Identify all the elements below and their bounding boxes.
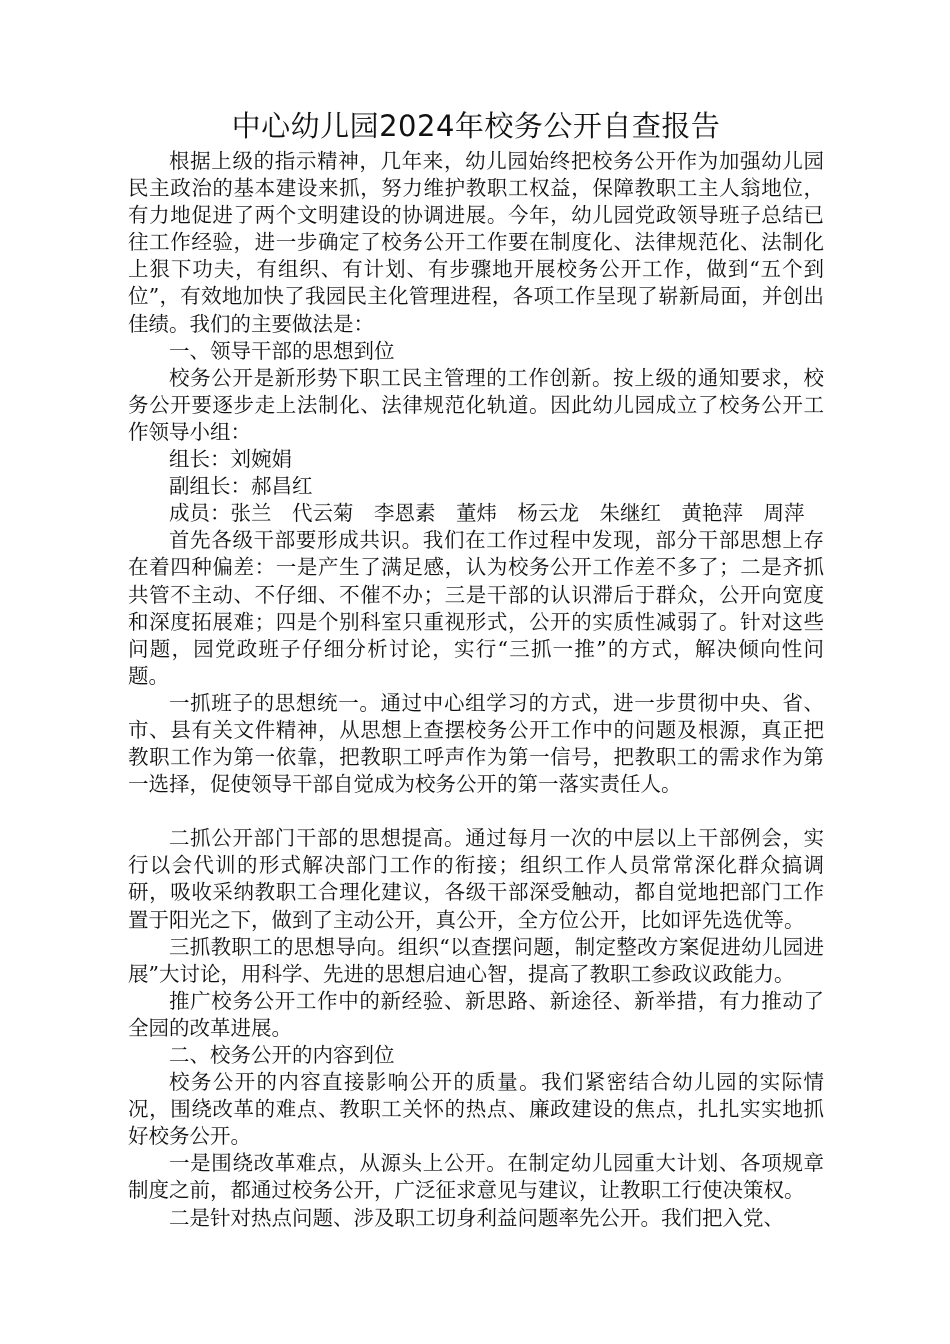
paragraph: 二是针对热点问题、涉及职工切身利益问题率先公开。我们把入党、	[169, 1205, 784, 1230]
leader-line: 组长：刘婉娟	[169, 447, 292, 472]
document-body	[128, 148, 824, 1232]
paragraph: 一是围绕改革难点，从源头上公开。在制定幼儿园重大计划、各项规章制度之前，都通过校务公开，广泛征求意见与建议，让教职工行使决策权。	[128, 1151, 824, 1203]
paragraph: 校务公开是新形势下职工民主管理的工作创新。按上级的通知要求，校务公开要逐步走上法制化、法律规范化轨道。因此幼儿园成立了校务公开工作领导小组：	[128, 365, 824, 444]
section-heading-2: 二、校务公开的内容到位	[169, 1043, 395, 1067]
paragraph: 校务公开的内容直接影响公开的质量。我们紧密结合幼儿园的实际情况，围绕改革的难点、教职工关怀的热点、廉政建设的焦点，扎扎实实地抓好校务公开。	[128, 1070, 824, 1149]
paragraph: 推广校务公开工作中的新经验、新思路、新途径、新举措，有力推动了全园的改革进展。	[128, 988, 824, 1040]
members-line: 成员：张兰 代云菊 李恩素 董炜 杨云龙 朱继红 黄艳萍 周萍	[169, 501, 805, 526]
paragraph: 一抓班子的思想统一。通过中心组学习的方式，进一步贯彻中央、省、市、县有关文件精神，从思想上查摆校务公开工作中的问题及根源，真正把教职工作为第一依靠，把教职工呼声作为第一信号，把教职工的需求作为第一选择，促使领导干部自觉成为校务公开的第一落实责任人。	[128, 690, 824, 797]
paragraph: 二抓公开部门干部的思想提高。通过每月一次的中层以上干部例会，实行以会代训的形式解决部门工作的衔接；组织工作人员常常深化群众搞调研，吸收采纳教职工合理化建议，各级干部深受触动，都自觉地把部门工作置于阳光之下，做到了主动公开，真公开，全方位公开，比如评先选优等。	[128, 826, 824, 932]
paragraph: 首先各级干部要形成共识。我们在工作过程中发现，部分干部思想上存在着四种偏差：一是产生了满足感，认为校务公开工作差不多了；二是齐抓共管不主动、不仔细、不催不办；三是干部的认识滞后于群众，公开向宽度和深度拓展难；四是个别科室只重视形式，公开的实质性减弱了。针对这些问题，园党政班子仔细分析讨论，实行“三抓一推”的方式，解决倾向性问题。	[128, 528, 824, 688]
deputy-leader-line: 副组长：郝昌红	[169, 474, 313, 499]
document-title: 中心幼儿园2024年校务公开自查报告	[231, 109, 721, 143]
paragraph-intro: 根据上级的指示精神，几年来，幼儿园始终把校务公开作为加强幼儿园民主政治的基本建设来抓，努力维护教职工权益，保障教职工主人翁地位，有力地促进了两个文明建设的协调进展。今年，幼儿园党政领导班子总结已往工作经验，进一步确定了校务公开工作要在制度化、法律规范化、法制化上狠下功夫，有组织、有计划、有步骤地开展校务公开工作，做到“五个到位”，有效地加快了我园民主化管理进程，各项工作呈现了崭新局面，并创出佳绩。我们的主要做法是：	[128, 149, 824, 336]
section-heading-1: 一、领导干部的思想到位	[169, 338, 395, 363]
blank-line	[128, 798, 824, 825]
document-page	[128, 104, 824, 1232]
paragraph: 三抓教职工的思想导向。组织“以查摆问题，制定整改方案促进幼儿园进展”大讨论，用科学、先进的思想启迪心智，提高了教职工参政议政能力。	[128, 934, 824, 986]
